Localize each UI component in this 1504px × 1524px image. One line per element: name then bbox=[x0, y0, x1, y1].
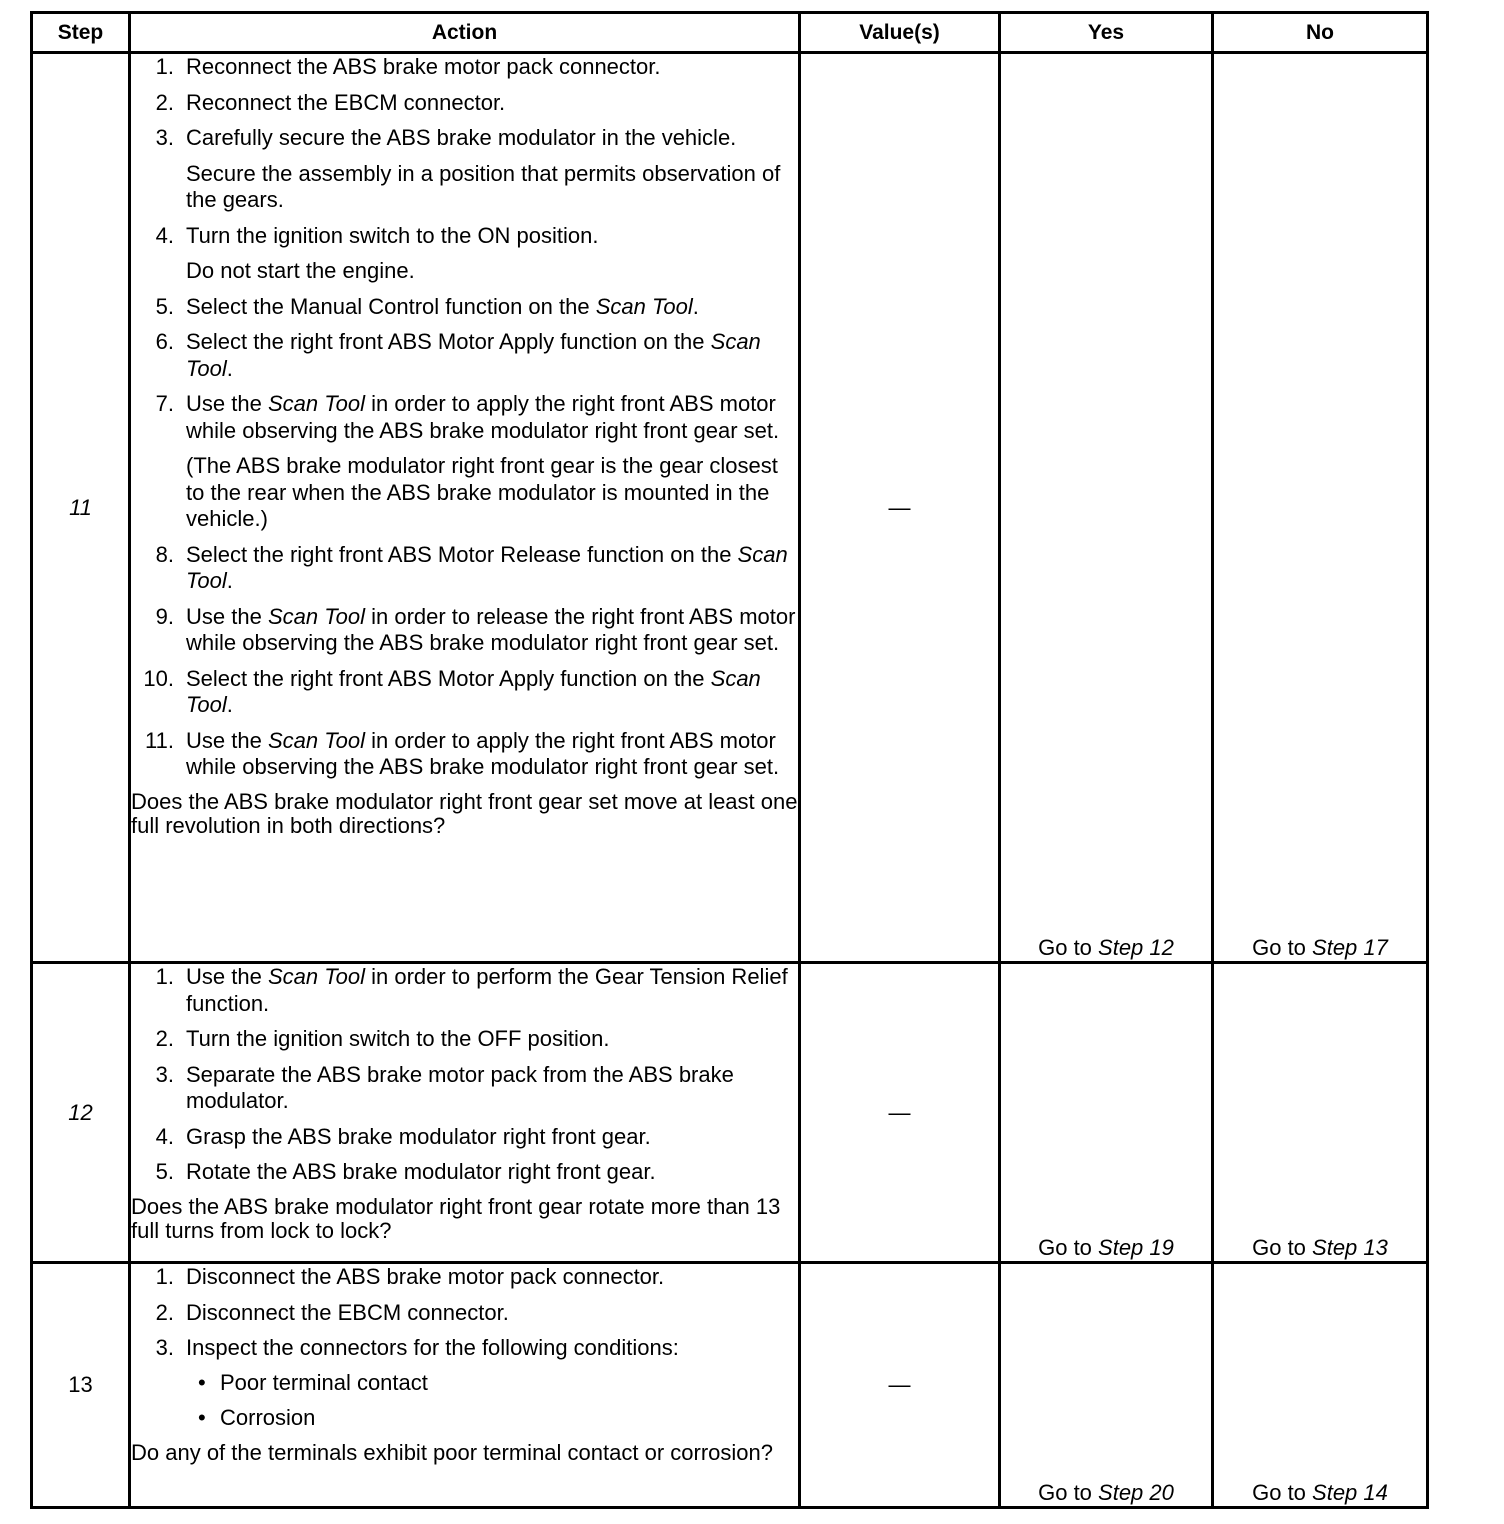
action-step bbox=[131, 391, 798, 533]
step-index: 6. bbox=[155, 329, 174, 354]
step-text-pre: Select the right front ABS Motor Release function on the bbox=[186, 541, 738, 567]
no-target[interactable]: Step 17 bbox=[1312, 935, 1388, 960]
scan-tool-ref: Scan Tool bbox=[595, 293, 693, 319]
step-text bbox=[186, 1062, 798, 1115]
step-index: 1. bbox=[155, 964, 174, 989]
diagnostic-table bbox=[30, 11, 1429, 1509]
action-step bbox=[131, 666, 798, 719]
step-text-content: Turn the ignition switch to the OFF position. bbox=[186, 1026, 610, 1051]
header-action: Action bbox=[130, 13, 800, 53]
step-number: 11 bbox=[32, 53, 130, 963]
step-text-post: in order to perform the Gear Tension Relief function. bbox=[186, 964, 788, 1016]
step-text-content: Reconnect the EBCM connector. bbox=[186, 89, 506, 115]
scan-tool-ref: Scan Tool bbox=[186, 665, 761, 717]
action-step bbox=[131, 1124, 798, 1151]
action-step bbox=[131, 728, 798, 781]
scan-tool-ref: Scan Tool bbox=[267, 727, 365, 753]
step-text bbox=[186, 223, 798, 250]
step-index: 7. bbox=[155, 391, 174, 416]
step-index: 5. bbox=[155, 1159, 174, 1184]
step-number: 12 bbox=[32, 963, 130, 1263]
action-cell bbox=[130, 963, 800, 1263]
step-text-pre: Use the bbox=[186, 727, 268, 753]
action-list bbox=[131, 1264, 798, 1432]
step-text-post: . bbox=[226, 692, 233, 717]
action-cell bbox=[130, 1263, 800, 1508]
yes-prefix: Go to bbox=[1038, 1480, 1099, 1505]
no-prefix: Go to bbox=[1252, 1480, 1313, 1505]
action-step bbox=[131, 1026, 798, 1053]
step-index: 11. bbox=[145, 727, 174, 753]
condition-text: Corrosion bbox=[220, 1405, 316, 1430]
step-text bbox=[186, 1264, 798, 1291]
step-text-post: . bbox=[692, 293, 699, 319]
no-prefix: Go to bbox=[1252, 1235, 1313, 1260]
step-text-post: in order to apply the right front ABS motor while observing the ABS brake modulator right front gear set. bbox=[186, 727, 780, 779]
yes-cell[interactable] bbox=[1000, 53, 1213, 963]
header-no: No bbox=[1213, 13, 1428, 53]
no-target[interactable]: Step 14 bbox=[1312, 1480, 1388, 1505]
action-step bbox=[131, 1159, 798, 1186]
header-row bbox=[32, 13, 1428, 53]
step-text bbox=[186, 666, 798, 719]
action-step bbox=[131, 54, 798, 81]
no-prefix: Go to bbox=[1252, 935, 1313, 960]
step-index: 1. bbox=[155, 54, 174, 79]
step-text bbox=[186, 604, 798, 657]
no-cell[interactable] bbox=[1213, 1263, 1428, 1508]
step-row bbox=[32, 963, 1428, 1263]
action-step bbox=[131, 223, 798, 285]
step-text bbox=[186, 1335, 798, 1362]
yes-target[interactable]: Step 12 bbox=[1098, 935, 1174, 960]
action-step bbox=[131, 1264, 798, 1291]
action-step bbox=[131, 604, 798, 657]
action-step bbox=[131, 1300, 798, 1327]
step-index: 3. bbox=[155, 1335, 174, 1360]
action-step bbox=[131, 90, 798, 117]
step-text-content: Inspect the connectors for the following conditions: bbox=[186, 1335, 679, 1360]
step-text-content: Grasp the ABS brake modulator right front gear. bbox=[186, 1123, 651, 1149]
bullet-icon: • bbox=[198, 1405, 206, 1430]
question: Does the ABS brake modulator right front gear rotate more than 13 full turns from lock to lock? bbox=[131, 1193, 781, 1243]
condition-text: Poor terminal contact bbox=[220, 1369, 428, 1395]
step-index: 2. bbox=[155, 89, 174, 115]
bullet-icon: • bbox=[198, 1369, 206, 1395]
action-step bbox=[131, 964, 798, 1017]
step-index: 8. bbox=[155, 541, 174, 567]
action-step bbox=[131, 329, 798, 382]
condition-item bbox=[186, 1405, 798, 1432]
step-text bbox=[186, 125, 798, 152]
step-text-content: Reconnect the ABS brake motor pack connector. bbox=[186, 54, 661, 79]
step-text bbox=[186, 1159, 798, 1186]
yes-target[interactable]: Step 20 bbox=[1098, 1480, 1174, 1505]
question: Does the ABS brake modulator right front gear set move at least one full revolution in both directions? bbox=[131, 788, 798, 838]
step-text-post: in order to apply the right front ABS motor while observing the ABS brake modulator right front gear set. bbox=[186, 391, 780, 443]
no-cell[interactable] bbox=[1213, 53, 1428, 963]
step-index: 4. bbox=[155, 1123, 174, 1149]
step-note: Secure the assembly in a position that permits observation of the gears. bbox=[186, 160, 781, 212]
step-text bbox=[186, 542, 798, 595]
step-text-content: Disconnect the ABS brake motor pack connector. bbox=[186, 1264, 665, 1289]
yes-target[interactable]: Step 19 bbox=[1098, 1235, 1174, 1260]
step-text bbox=[186, 329, 798, 382]
step-text-pre: Select the Manual Control function on the bbox=[186, 293, 596, 319]
header-values: Value(s) bbox=[800, 13, 1000, 53]
step-index: 10. bbox=[143, 665, 174, 691]
step-text-pre: Use the bbox=[186, 603, 268, 629]
step-index: 3. bbox=[155, 1061, 174, 1087]
action-list bbox=[131, 54, 798, 781]
step-index: 4. bbox=[155, 222, 174, 248]
action-step bbox=[131, 1335, 798, 1432]
step-text-pre: Select the right front ABS Motor Apply function on the bbox=[186, 329, 711, 354]
step-text-pre: Use the bbox=[186, 391, 268, 416]
scan-tool-ref: Scan Tool bbox=[267, 391, 365, 416]
action-step bbox=[131, 1062, 798, 1115]
step-index: 3. bbox=[155, 125, 174, 150]
value-cell: — bbox=[800, 1263, 1000, 1508]
step-note: (The ABS brake modulator right front gear is the gear closest to the rear when the ABS brake modulator is mounted in the vehicle.) bbox=[186, 453, 778, 531]
step-text-content: Carefully secure the ABS brake modulator in the vehicle. bbox=[186, 125, 737, 150]
step-text bbox=[186, 728, 798, 781]
header-yes: Yes bbox=[1000, 13, 1213, 53]
header-step: Step bbox=[32, 13, 130, 53]
yes-cell[interactable] bbox=[1000, 1263, 1213, 1508]
step-text-content: Separate the ABS brake motor pack from the ABS brake modulator. bbox=[186, 1061, 734, 1113]
scan-tool-ref: Scan Tool bbox=[267, 964, 365, 989]
step-note: Do not start the engine. bbox=[186, 258, 415, 283]
step-number: 13 bbox=[32, 1263, 130, 1508]
step-text-content: Disconnect the EBCM connector. bbox=[186, 1299, 509, 1325]
scan-tool-ref: Scan Tool bbox=[267, 603, 365, 629]
step-text-post: in order to release the right front ABS motor while observing the ABS brake modulator right front gear set. bbox=[186, 603, 796, 655]
step-text bbox=[186, 294, 798, 321]
step-text-content: Rotate the ABS brake modulator right front gear. bbox=[186, 1159, 656, 1184]
step-text-post: . bbox=[226, 568, 233, 593]
step-text-pre: Use the bbox=[186, 964, 268, 989]
step-index: 5. bbox=[155, 293, 174, 319]
yes-prefix: Go to bbox=[1038, 1235, 1099, 1260]
value-cell: — bbox=[800, 963, 1000, 1263]
step-text bbox=[186, 1300, 798, 1327]
step-text bbox=[186, 1026, 798, 1053]
no-target[interactable]: Step 13 bbox=[1312, 1235, 1388, 1260]
step-text bbox=[186, 391, 798, 444]
action-step bbox=[131, 542, 798, 595]
yes-cell[interactable] bbox=[1000, 963, 1213, 1263]
action-list bbox=[131, 964, 798, 1186]
action-step bbox=[131, 294, 798, 321]
step-text bbox=[186, 90, 798, 117]
step-text-pre: Select the right front ABS Motor Apply function on the bbox=[186, 665, 711, 691]
action-step bbox=[131, 125, 798, 214]
step-text-content: Turn the ignition switch to the ON position. bbox=[186, 222, 599, 248]
step-index: 2. bbox=[155, 1299, 174, 1325]
action-cell bbox=[130, 53, 800, 963]
step-text bbox=[186, 1124, 798, 1151]
step-row bbox=[32, 53, 1428, 963]
scan-tool-ref: Scan Tool bbox=[186, 329, 761, 381]
condition-list bbox=[186, 1370, 798, 1432]
step-text bbox=[186, 964, 798, 1017]
step-row bbox=[32, 1263, 1428, 1508]
value-cell: — bbox=[800, 53, 1000, 963]
step-index: 2. bbox=[155, 1026, 174, 1051]
yes-prefix: Go to bbox=[1038, 935, 1099, 960]
step-index: 9. bbox=[155, 603, 174, 629]
condition-item bbox=[186, 1370, 798, 1397]
step-text bbox=[186, 54, 798, 81]
question: Do any of the terminals exhibit poor terminal contact or corrosion? bbox=[131, 1439, 773, 1465]
step-text-post: . bbox=[226, 355, 233, 381]
step-index: 1. bbox=[155, 1264, 174, 1289]
no-cell[interactable] bbox=[1213, 963, 1428, 1263]
scan-tool-ref: Scan Tool bbox=[186, 541, 788, 593]
